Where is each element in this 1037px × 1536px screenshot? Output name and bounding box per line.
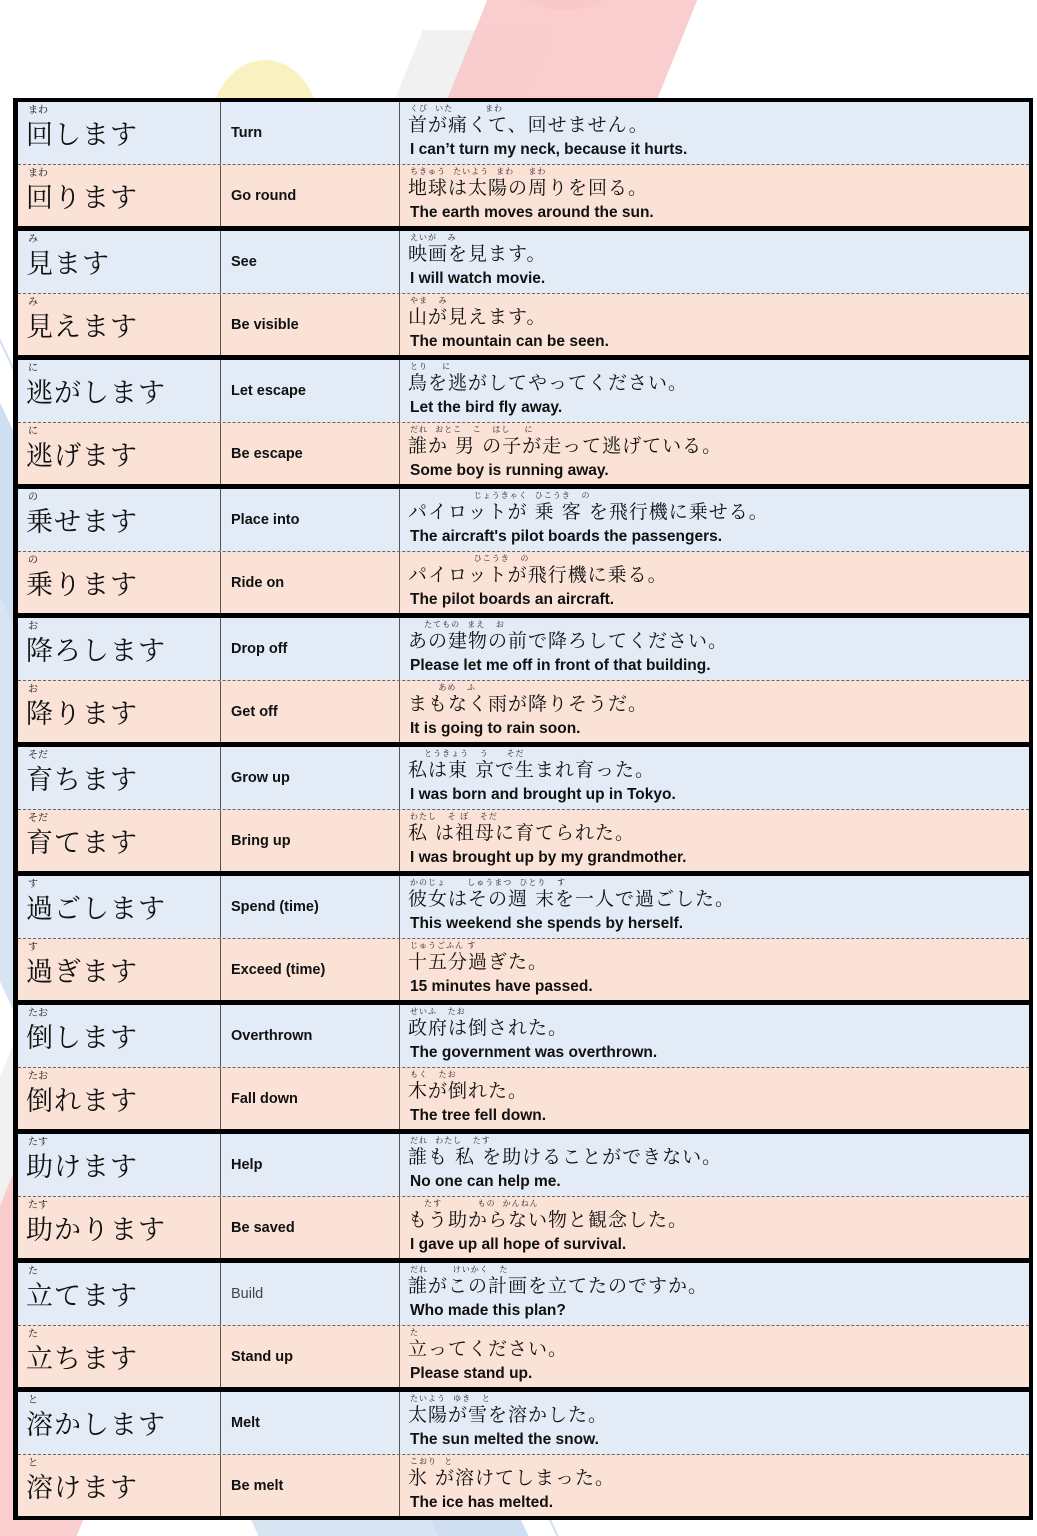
example-english: This weekend she spends by herself. <box>410 915 684 932</box>
example-english: I gave up all hope of survival. <box>410 1236 627 1253</box>
verb-cell <box>18 681 221 742</box>
example-english: Let the bird fly away. <box>410 399 563 416</box>
table-row <box>18 1196 1029 1258</box>
meaning-text: Let escape <box>231 383 306 399</box>
example-japanese: 誰も 私 を助けることができない。 <box>408 1146 723 1168</box>
example-furigana: たいよう ゆき と <box>410 1394 491 1403</box>
table-row <box>18 489 1029 551</box>
verb-text: 立ちます <box>26 1344 138 1375</box>
example-cell <box>400 165 1029 226</box>
verb-furigana: と <box>28 1458 38 1469</box>
verb-text: 乗ります <box>26 570 138 601</box>
verb-text: 見ます <box>26 249 110 280</box>
table-row <box>18 360 1029 422</box>
meaning-text: Bring up <box>231 832 291 849</box>
verb-pair-group <box>18 1134 1029 1258</box>
example-cell <box>400 231 1029 293</box>
verb-pair-group <box>18 231 1029 355</box>
verb-text: 溶かします <box>26 1410 166 1441</box>
verb-cell <box>18 423 221 484</box>
verb-text: 過ごします <box>26 894 166 925</box>
table-row <box>18 1067 1029 1129</box>
verb-pair-group <box>18 1005 1029 1129</box>
verb-cell <box>18 1068 221 1129</box>
meaning-cell <box>221 810 400 871</box>
table-row <box>18 1263 1029 1325</box>
verb-text: 育ちます <box>26 765 138 796</box>
example-furigana: とり に <box>410 362 452 371</box>
verb-text: 助けます <box>26 1152 138 1183</box>
meaning-text: Spend (time) <box>231 899 319 915</box>
example-furigana: もく たお <box>410 1070 457 1079</box>
example-furigana: ひこうき の <box>410 554 530 563</box>
example-furigana: だれ わたし たす <box>410 1136 491 1145</box>
example-english: Some boy is running away. <box>410 462 609 479</box>
example-japanese: 誰か 男 の子が走って逃げている。 <box>408 435 723 457</box>
example-cell <box>400 810 1029 871</box>
verb-furigana: に <box>28 363 38 374</box>
example-japanese: パイロットが 乗 客 を飛行機に乗せる。 <box>408 501 769 523</box>
table-row <box>18 422 1029 484</box>
example-furigana: こおり と <box>410 1457 454 1466</box>
example-cell <box>400 747 1029 809</box>
example-japanese: 私 は祖母に育てられた。 <box>408 822 636 844</box>
example-english: Please let me off in front of that building. <box>410 657 711 674</box>
verb-cell <box>18 1134 221 1196</box>
verb-text: 逃がします <box>26 378 166 409</box>
example-furigana: じょうきゃく ひこうき の <box>410 491 591 500</box>
meaning-text: Melt <box>231 1415 260 1431</box>
example-cell <box>400 681 1029 742</box>
table-row <box>18 551 1029 613</box>
example-furigana: た <box>410 1328 419 1337</box>
example-english: The ice has melted. <box>410 1494 553 1511</box>
verb-furigana: す <box>28 879 38 890</box>
meaning-text: Overthrown <box>231 1028 313 1044</box>
table-row <box>18 1454 1029 1516</box>
example-english: I will watch movie. <box>410 270 546 287</box>
example-japanese: 氷 が溶けてしまった。 <box>408 1467 616 1489</box>
example-cell <box>400 876 1029 938</box>
meaning-text: See <box>231 254 257 270</box>
example-furigana: あめ ふ <box>410 683 476 692</box>
example-english: The tree fell down. <box>410 1107 547 1124</box>
meaning-text: Fall down <box>231 1090 298 1107</box>
verb-furigana: た <box>28 1329 38 1340</box>
table-row <box>18 618 1029 680</box>
example-cell <box>400 102 1029 164</box>
example-furigana: たてもの まえ お <box>410 620 505 629</box>
example-furigana: だれ けいかく た <box>410 1265 509 1274</box>
example-english: I was brought up by my grandmother. <box>410 849 687 866</box>
table-row <box>18 747 1029 809</box>
verb-furigana: の <box>28 492 38 503</box>
meaning-text: Be saved <box>231 1219 295 1236</box>
example-cell <box>400 1263 1029 1325</box>
table-row <box>18 1392 1029 1454</box>
verb-furigana: まわ <box>28 105 48 116</box>
verb-furigana: に <box>28 426 38 437</box>
example-english: The government was overthrown. <box>410 1044 658 1061</box>
example-japanese: 木が倒れた。 <box>408 1080 529 1102</box>
example-english: I can’t turn my neck, because it hurts. <box>410 141 688 158</box>
meaning-cell <box>221 1263 400 1325</box>
verb-pair-group <box>18 618 1029 742</box>
example-english: The earth moves around the sun. <box>410 204 654 221</box>
verb-furigana: み <box>28 297 38 308</box>
meaning-cell <box>221 102 400 164</box>
verb-text: 溶けます <box>26 1473 138 1504</box>
meaning-cell <box>221 681 400 742</box>
table-row <box>18 231 1029 293</box>
example-english: The aircraft's pilot boards the passengers. <box>410 528 723 545</box>
meaning-text: Exceed (time) <box>231 961 326 978</box>
meaning-cell <box>221 552 400 613</box>
table-row <box>18 809 1029 871</box>
verb-furigana: す <box>28 942 38 953</box>
verb-cell <box>18 1392 221 1454</box>
meaning-cell <box>221 876 400 938</box>
example-japanese: 山が見えます。 <box>408 306 547 328</box>
example-japanese: パイロットが飛行機に乗る。 <box>408 564 668 586</box>
verb-cell <box>18 1005 221 1067</box>
meaning-text: Drop off <box>231 641 288 657</box>
example-english: The sun melted the snow. <box>410 1431 599 1448</box>
meaning-text: Get off <box>231 703 278 720</box>
verb-cell <box>18 360 221 422</box>
example-japanese: 鳥を逃がしてやってください。 <box>408 372 689 394</box>
example-japanese: 首が痛くて、回せません。 <box>408 114 649 136</box>
example-english: Please stand up. <box>410 1365 533 1382</box>
meaning-text: Build <box>231 1286 264 1302</box>
meaning-text: Be escape <box>231 445 303 462</box>
meaning-cell <box>221 1005 400 1067</box>
meaning-cell <box>221 1392 400 1454</box>
example-cell <box>400 1005 1029 1067</box>
example-japanese: まもなく雨が降りそうだ。 <box>408 693 649 715</box>
table-row <box>18 164 1029 226</box>
example-cell <box>400 1197 1029 1258</box>
example-english: The mountain can be seen. <box>410 333 609 350</box>
verb-cell <box>18 1455 221 1516</box>
verb-cell <box>18 810 221 871</box>
meaning-cell <box>221 1134 400 1196</box>
verb-furigana: と <box>28 1395 38 1406</box>
table-row <box>18 293 1029 355</box>
meaning-cell <box>221 1068 400 1129</box>
verb-furigana: たす <box>28 1200 48 1211</box>
example-furigana: だれ おとこ こ はし に <box>410 425 534 434</box>
table-row <box>18 1134 1029 1196</box>
verb-pair-group <box>18 360 1029 484</box>
example-english: I was born and brought up in Tokyo. <box>410 786 676 803</box>
example-cell <box>400 489 1029 551</box>
verb-furigana: たお <box>28 1071 48 1082</box>
verb-text: 回ります <box>26 183 138 214</box>
table-row <box>18 102 1029 164</box>
verb-pair-group <box>18 102 1029 226</box>
example-furigana: やま み <box>410 296 448 305</box>
verb-furigana: まわ <box>28 168 48 179</box>
verb-text: 乗せます <box>26 507 138 538</box>
example-japanese: 地球は太陽の周りを回る。 <box>408 177 649 199</box>
verb-cell <box>18 552 221 613</box>
verb-text: 回します <box>26 120 138 151</box>
example-japanese: 誰がこの計画を立てたのですか。 <box>408 1275 709 1297</box>
verb-pair-group <box>18 1392 1029 1516</box>
verb-furigana: み <box>28 234 38 245</box>
example-japanese: もう助からない物と観念した。 <box>408 1209 689 1231</box>
verb-text: 降ります <box>26 699 138 730</box>
example-furigana: かのじょ しゅうまつ ひとり す <box>410 878 566 887</box>
meaning-text: Stand up <box>231 1348 294 1365</box>
verb-furigana: た <box>28 1266 38 1277</box>
example-english: No one can help me. <box>410 1173 561 1190</box>
verb-text: 育てます <box>26 828 138 859</box>
verb-pair-group <box>18 489 1029 613</box>
example-japanese: あの建物の前で降ろしてください。 <box>408 630 729 652</box>
table-row <box>18 1005 1029 1067</box>
example-japanese: 彼女はその週 末を一人で過ごした。 <box>408 888 736 910</box>
meaning-text: Grow up <box>231 770 290 786</box>
verb-text: 倒れます <box>26 1086 138 1117</box>
verb-cell <box>18 489 221 551</box>
verb-pair-group <box>18 876 1029 1000</box>
meaning-cell <box>221 1197 400 1258</box>
example-japanese: 映画を見ます。 <box>408 243 547 265</box>
verb-text: 降ろします <box>26 636 166 667</box>
verb-cell <box>18 1326 221 1387</box>
example-furigana: じゅうごふん す <box>410 941 477 950</box>
example-cell <box>400 618 1029 680</box>
verb-cell <box>18 747 221 809</box>
meaning-cell <box>221 294 400 355</box>
example-japanese: 立ってください。 <box>408 1338 569 1360</box>
vocabulary-table <box>13 98 1033 1520</box>
verb-text: 過ぎます <box>26 957 138 988</box>
example-cell <box>400 1068 1029 1129</box>
verb-cell <box>18 102 221 164</box>
verb-cell <box>18 876 221 938</box>
verb-cell <box>18 1197 221 1258</box>
example-cell <box>400 423 1029 484</box>
meaning-cell <box>221 939 400 1000</box>
example-furigana: わたし そ ぼ そだ <box>410 812 498 821</box>
verb-text: 逃げます <box>26 441 138 472</box>
example-cell <box>400 552 1029 613</box>
meaning-cell <box>221 423 400 484</box>
meaning-cell <box>221 1455 400 1516</box>
verb-furigana: そだ <box>28 813 48 824</box>
verb-furigana: そだ <box>28 750 48 761</box>
verb-cell <box>18 618 221 680</box>
example-cell <box>400 1392 1029 1454</box>
meaning-text: Be melt <box>231 1477 284 1494</box>
table-row <box>18 1325 1029 1387</box>
verb-text: 助かります <box>26 1215 166 1246</box>
example-cell <box>400 1134 1029 1196</box>
example-cell <box>400 1455 1029 1516</box>
verb-furigana: たお <box>28 1008 48 1019</box>
example-cell <box>400 939 1029 1000</box>
verb-furigana: の <box>28 555 38 566</box>
example-furigana: くび いた まわ <box>410 104 503 113</box>
meaning-text: Turn <box>231 125 263 141</box>
example-english: It is going to rain soon. <box>410 720 581 737</box>
table-row <box>18 680 1029 742</box>
verb-furigana: お <box>28 621 38 632</box>
verb-text: 見えます <box>26 312 138 343</box>
table-row <box>18 938 1029 1000</box>
meaning-cell <box>221 231 400 293</box>
meaning-cell <box>221 618 400 680</box>
meaning-text: Help <box>231 1157 263 1173</box>
verb-cell <box>18 939 221 1000</box>
example-furigana: とうきょう う そだ <box>410 749 525 758</box>
example-furigana: たす もの かんねん <box>410 1199 539 1208</box>
meaning-text: Place into <box>231 512 300 528</box>
example-japanese: 十五分過ぎた。 <box>408 951 549 973</box>
verb-cell <box>18 231 221 293</box>
verb-cell <box>18 294 221 355</box>
meaning-text: Be visible <box>231 316 299 333</box>
meaning-text: Go round <box>231 187 297 204</box>
example-cell <box>400 1326 1029 1387</box>
example-english: The pilot boards an aircraft. <box>410 591 615 608</box>
verb-pair-group <box>18 747 1029 871</box>
example-english: 15 minutes have passed. <box>410 978 593 995</box>
meaning-cell <box>221 1326 400 1387</box>
example-japanese: 政府は倒された。 <box>408 1017 569 1039</box>
example-japanese: 太陽が雪を溶かした。 <box>408 1404 609 1426</box>
verb-furigana: たす <box>28 1137 48 1148</box>
verb-text: 倒します <box>26 1023 138 1054</box>
verb-text: 立てます <box>26 1281 138 1312</box>
verb-pair-group <box>18 1263 1029 1387</box>
example-furigana: せいふ たお <box>410 1007 466 1016</box>
example-furigana: えいが み <box>410 233 457 242</box>
meaning-cell <box>221 489 400 551</box>
example-cell <box>400 360 1029 422</box>
example-cell <box>400 294 1029 355</box>
table-row <box>18 876 1029 938</box>
example-furigana: ちきゅう たいよう まわ まわ <box>410 167 547 176</box>
meaning-cell <box>221 165 400 226</box>
verb-cell <box>18 1263 221 1325</box>
meaning-cell <box>221 747 400 809</box>
verb-cell <box>18 165 221 226</box>
example-english: Who made this plan? <box>410 1302 566 1319</box>
meaning-text: Ride on <box>231 574 285 591</box>
example-japanese: 私は東 京で生まれ育った。 <box>408 759 656 781</box>
meaning-cell <box>221 360 400 422</box>
verb-furigana: お <box>28 684 38 695</box>
